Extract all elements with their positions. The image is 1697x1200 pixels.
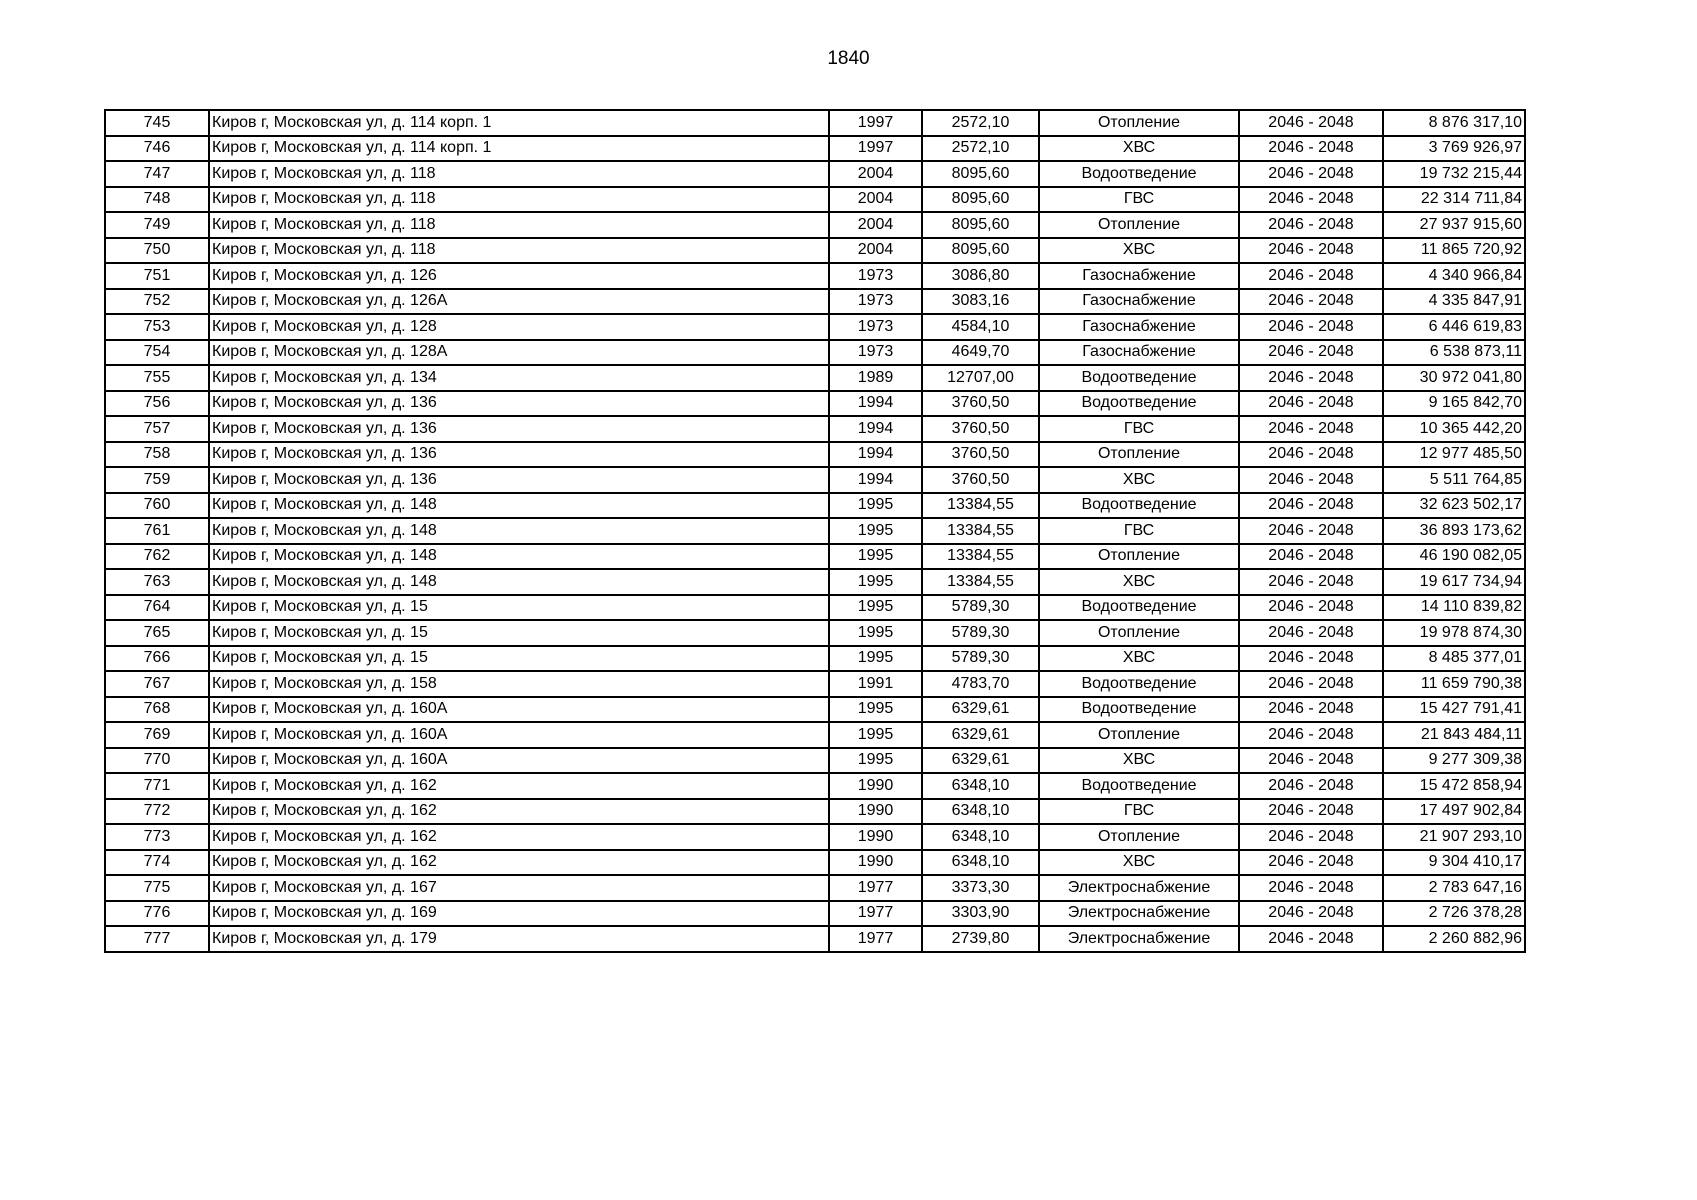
address-cell: Киров г, Московская ул, д. 128 — [209, 314, 829, 340]
row-number-cell: 749 — [105, 212, 209, 238]
area-cell: 6329,61 — [922, 722, 1039, 748]
year-built-cell: 1995 — [829, 722, 922, 748]
table-row — [105, 416, 1525, 442]
cost-cell: 9 277 309,38 — [1383, 748, 1525, 774]
cost-cell: 2 260 882,96 — [1383, 926, 1525, 952]
service-type-cell: Отопление — [1039, 620, 1239, 646]
cost-cell: 22 314 711,84 — [1383, 187, 1525, 213]
row-number-cell: 751 — [105, 263, 209, 289]
table-row — [105, 442, 1525, 468]
row-number-cell: 777 — [105, 926, 209, 952]
cost-cell: 27 937 915,60 — [1383, 212, 1525, 238]
table-row — [105, 646, 1525, 672]
row-number-cell: 759 — [105, 467, 209, 493]
area-cell: 5789,30 — [922, 620, 1039, 646]
area-cell: 4783,70 — [922, 671, 1039, 697]
row-number-cell: 764 — [105, 595, 209, 621]
row-number-cell: 752 — [105, 289, 209, 315]
address-cell: Киров г, Московская ул, д. 162 — [209, 824, 829, 850]
year-built-cell: 1977 — [829, 901, 922, 927]
row-number-cell: 763 — [105, 569, 209, 595]
address-cell: Киров г, Московская ул, д. 126 — [209, 263, 829, 289]
service-type-cell: ГВС — [1039, 416, 1239, 442]
table-row — [105, 263, 1525, 289]
row-number-cell: 766 — [105, 646, 209, 672]
period-cell: 2046 - 2048 — [1239, 238, 1383, 264]
cost-cell: 9 165 842,70 — [1383, 391, 1525, 417]
address-cell: Киров г, Московская ул, д. 15 — [209, 595, 829, 621]
service-type-cell: Газоснабжение — [1039, 314, 1239, 340]
address-cell: Киров г, Московская ул, д. 158 — [209, 671, 829, 697]
page-number: 1840 — [827, 48, 870, 69]
row-number-cell: 776 — [105, 901, 209, 927]
area-cell: 6329,61 — [922, 748, 1039, 774]
year-built-cell: 1994 — [829, 442, 922, 468]
area-cell: 3373,30 — [922, 875, 1039, 901]
year-built-cell: 1995 — [829, 748, 922, 774]
cost-cell: 21 843 484,11 — [1383, 722, 1525, 748]
period-cell: 2046 - 2048 — [1239, 161, 1383, 187]
row-number-cell: 758 — [105, 442, 209, 468]
address-cell: Киров г, Московская ул, д. 134 — [209, 365, 829, 391]
period-cell: 2046 - 2048 — [1239, 595, 1383, 621]
row-number-cell: 769 — [105, 722, 209, 748]
table-row — [105, 518, 1525, 544]
service-type-cell: Газоснабжение — [1039, 340, 1239, 366]
table-row — [105, 467, 1525, 493]
table-row — [105, 365, 1525, 391]
table-row — [105, 799, 1525, 825]
area-cell: 6348,10 — [922, 773, 1039, 799]
period-cell: 2046 - 2048 — [1239, 875, 1383, 901]
area-cell: 13384,55 — [922, 569, 1039, 595]
year-built-cell: 1990 — [829, 850, 922, 876]
period-cell: 2046 - 2048 — [1239, 442, 1383, 468]
table-row — [105, 110, 1525, 136]
area-cell: 2572,10 — [922, 110, 1039, 136]
year-built-cell: 2004 — [829, 161, 922, 187]
period-cell: 2046 - 2048 — [1239, 340, 1383, 366]
address-cell: Киров г, Московская ул, д. 118 — [209, 238, 829, 264]
service-type-cell: ХВС — [1039, 646, 1239, 672]
service-type-cell: Электроснабжение — [1039, 901, 1239, 927]
area-cell: 4649,70 — [922, 340, 1039, 366]
address-cell: Киров г, Московская ул, д. 160А — [209, 748, 829, 774]
year-built-cell: 1973 — [829, 340, 922, 366]
service-type-cell: Отопление — [1039, 722, 1239, 748]
address-cell: Киров г, Московская ул, д. 114 корп. 1 — [209, 136, 829, 162]
address-cell: Киров г, Московская ул, д. 126А — [209, 289, 829, 315]
period-cell: 2046 - 2048 — [1239, 569, 1383, 595]
service-type-cell: ХВС — [1039, 136, 1239, 162]
area-cell: 8095,60 — [922, 212, 1039, 238]
period-cell: 2046 - 2048 — [1239, 799, 1383, 825]
address-cell: Киров г, Московская ул, д. 162 — [209, 799, 829, 825]
address-cell: Киров г, Московская ул, д. 118 — [209, 212, 829, 238]
address-cell: Киров г, Московская ул, д. 136 — [209, 467, 829, 493]
table-row — [105, 926, 1525, 952]
table-row — [105, 544, 1525, 570]
cost-cell: 2 783 647,16 — [1383, 875, 1525, 901]
table-row — [105, 569, 1525, 595]
year-built-cell: 1991 — [829, 671, 922, 697]
year-built-cell: 1995 — [829, 646, 922, 672]
table-row — [105, 722, 1525, 748]
service-type-cell: ХВС — [1039, 748, 1239, 774]
service-type-cell: Газоснабжение — [1039, 289, 1239, 315]
address-cell: Киров г, Московская ул, д. 179 — [209, 926, 829, 952]
cost-cell: 17 497 902,84 — [1383, 799, 1525, 825]
year-built-cell: 2004 — [829, 238, 922, 264]
table-row — [105, 875, 1525, 901]
period-cell: 2046 - 2048 — [1239, 187, 1383, 213]
area-cell: 6348,10 — [922, 850, 1039, 876]
area-cell: 13384,55 — [922, 493, 1039, 519]
row-number-cell: 754 — [105, 340, 209, 366]
row-number-cell: 755 — [105, 365, 209, 391]
table-row — [105, 340, 1525, 366]
area-cell: 6348,10 — [922, 824, 1039, 850]
period-cell: 2046 - 2048 — [1239, 697, 1383, 723]
period-cell: 2046 - 2048 — [1239, 646, 1383, 672]
area-cell: 5789,30 — [922, 595, 1039, 621]
address-cell: Киров г, Московская ул, д. 15 — [209, 646, 829, 672]
cost-cell: 10 365 442,20 — [1383, 416, 1525, 442]
year-built-cell: 1997 — [829, 136, 922, 162]
table-row — [105, 850, 1525, 876]
service-type-cell: Водоотведение — [1039, 493, 1239, 519]
area-cell: 3083,16 — [922, 289, 1039, 315]
area-cell: 12707,00 — [922, 365, 1039, 391]
year-built-cell: 1994 — [829, 416, 922, 442]
service-type-cell: Водоотведение — [1039, 391, 1239, 417]
area-cell: 6348,10 — [922, 799, 1039, 825]
repair-schedule-table — [104, 109, 1526, 953]
year-built-cell: 1973 — [829, 263, 922, 289]
row-number-cell: 760 — [105, 493, 209, 519]
period-cell: 2046 - 2048 — [1239, 136, 1383, 162]
year-built-cell: 1995 — [829, 697, 922, 723]
table-row — [105, 212, 1525, 238]
address-cell: Киров г, Московская ул, д. 118 — [209, 161, 829, 187]
address-cell: Киров г, Московская ул, д. 118 — [209, 187, 829, 213]
year-built-cell: 1973 — [829, 314, 922, 340]
service-type-cell: Водоотведение — [1039, 161, 1239, 187]
service-type-cell: Отопление — [1039, 544, 1239, 570]
service-type-cell: ГВС — [1039, 187, 1239, 213]
year-built-cell: 1977 — [829, 875, 922, 901]
year-built-cell: 1995 — [829, 544, 922, 570]
address-cell: Киров г, Московская ул, д. 148 — [209, 569, 829, 595]
cost-cell: 19 732 215,44 — [1383, 161, 1525, 187]
table-row — [105, 671, 1525, 697]
area-cell: 3086,80 — [922, 263, 1039, 289]
period-cell: 2046 - 2048 — [1239, 722, 1383, 748]
year-built-cell: 1995 — [829, 620, 922, 646]
service-type-cell: ХВС — [1039, 850, 1239, 876]
row-number-cell: 768 — [105, 697, 209, 723]
year-built-cell: 1995 — [829, 493, 922, 519]
service-type-cell: Газоснабжение — [1039, 263, 1239, 289]
cost-cell: 4 340 966,84 — [1383, 263, 1525, 289]
period-cell: 2046 - 2048 — [1239, 824, 1383, 850]
table-row — [105, 136, 1525, 162]
cost-cell: 11 865 720,92 — [1383, 238, 1525, 264]
cost-cell: 9 304 410,17 — [1383, 850, 1525, 876]
period-cell: 2046 - 2048 — [1239, 518, 1383, 544]
cost-cell: 15 472 858,94 — [1383, 773, 1525, 799]
service-type-cell: Отопление — [1039, 212, 1239, 238]
cost-cell: 6 538 873,11 — [1383, 340, 1525, 366]
row-number-cell: 771 — [105, 773, 209, 799]
cost-cell: 3 769 926,97 — [1383, 136, 1525, 162]
period-cell: 2046 - 2048 — [1239, 467, 1383, 493]
address-cell: Киров г, Московская ул, д. 169 — [209, 901, 829, 927]
year-built-cell: 1994 — [829, 467, 922, 493]
year-built-cell: 1990 — [829, 799, 922, 825]
period-cell: 2046 - 2048 — [1239, 544, 1383, 570]
row-number-cell: 774 — [105, 850, 209, 876]
service-type-cell: ХВС — [1039, 238, 1239, 264]
period-cell: 2046 - 2048 — [1239, 620, 1383, 646]
table-row — [105, 493, 1525, 519]
table-row — [105, 289, 1525, 315]
cost-cell: 2 726 378,28 — [1383, 901, 1525, 927]
table-row — [105, 620, 1525, 646]
row-number-cell: 775 — [105, 875, 209, 901]
area-cell: 3760,50 — [922, 416, 1039, 442]
table-row — [105, 314, 1525, 340]
row-number-cell: 745 — [105, 110, 209, 136]
year-built-cell: 2004 — [829, 212, 922, 238]
address-cell: Киров г, Московская ул, д. 162 — [209, 850, 829, 876]
service-type-cell: Электроснабжение — [1039, 926, 1239, 952]
service-type-cell: Водоотведение — [1039, 773, 1239, 799]
cost-cell: 19 978 874,30 — [1383, 620, 1525, 646]
cost-cell: 36 893 173,62 — [1383, 518, 1525, 544]
period-cell: 2046 - 2048 — [1239, 314, 1383, 340]
address-cell: Киров г, Московская ул, д. 136 — [209, 442, 829, 468]
period-cell: 2046 - 2048 — [1239, 416, 1383, 442]
service-type-cell: ГВС — [1039, 799, 1239, 825]
cost-cell: 4 335 847,91 — [1383, 289, 1525, 315]
year-built-cell: 1995 — [829, 595, 922, 621]
row-number-cell: 767 — [105, 671, 209, 697]
cost-cell: 14 110 839,82 — [1383, 595, 1525, 621]
service-type-cell: ХВС — [1039, 467, 1239, 493]
address-cell: Киров г, Московская ул, д. 128А — [209, 340, 829, 366]
address-cell: Киров г, Московская ул, д. 162 — [209, 773, 829, 799]
area-cell: 4584,10 — [922, 314, 1039, 340]
area-cell: 8095,60 — [922, 161, 1039, 187]
year-built-cell: 2004 — [829, 187, 922, 213]
address-cell: Киров г, Московская ул, д. 15 — [209, 620, 829, 646]
table-body — [105, 110, 1525, 952]
area-cell: 2739,80 — [922, 926, 1039, 952]
period-cell: 2046 - 2048 — [1239, 926, 1383, 952]
row-number-cell: 773 — [105, 824, 209, 850]
address-cell: Киров г, Московская ул, д. 148 — [209, 518, 829, 544]
service-type-cell: Водоотведение — [1039, 595, 1239, 621]
row-number-cell: 757 — [105, 416, 209, 442]
area-cell: 3760,50 — [922, 391, 1039, 417]
cost-cell: 11 659 790,38 — [1383, 671, 1525, 697]
year-built-cell: 1994 — [829, 391, 922, 417]
cost-cell: 30 972 041,80 — [1383, 365, 1525, 391]
year-built-cell: 1989 — [829, 365, 922, 391]
period-cell: 2046 - 2048 — [1239, 110, 1383, 136]
service-type-cell: Водоотведение — [1039, 697, 1239, 723]
row-number-cell: 756 — [105, 391, 209, 417]
area-cell: 8095,60 — [922, 238, 1039, 264]
address-cell: Киров г, Московская ул, д. 148 — [209, 544, 829, 570]
table-row — [105, 697, 1525, 723]
table-row — [105, 187, 1525, 213]
row-number-cell: 747 — [105, 161, 209, 187]
table-row — [105, 161, 1525, 187]
year-built-cell: 1973 — [829, 289, 922, 315]
row-number-cell: 770 — [105, 748, 209, 774]
cost-cell: 15 427 791,41 — [1383, 697, 1525, 723]
cost-cell: 8 485 377,01 — [1383, 646, 1525, 672]
service-type-cell: Отопление — [1039, 824, 1239, 850]
service-type-cell: Водоотведение — [1039, 671, 1239, 697]
address-cell: Киров г, Московская ул, д. 114 корп. 1 — [209, 110, 829, 136]
period-cell: 2046 - 2048 — [1239, 773, 1383, 799]
service-type-cell: Отопление — [1039, 110, 1239, 136]
table-row — [105, 238, 1525, 264]
area-cell: 5789,30 — [922, 646, 1039, 672]
period-cell: 2046 - 2048 — [1239, 493, 1383, 519]
period-cell: 2046 - 2048 — [1239, 671, 1383, 697]
table-row — [105, 391, 1525, 417]
service-type-cell: Электроснабжение — [1039, 875, 1239, 901]
address-cell: Киров г, Московская ул, д. 148 — [209, 493, 829, 519]
area-cell: 3303,90 — [922, 901, 1039, 927]
row-number-cell: 748 — [105, 187, 209, 213]
row-number-cell: 765 — [105, 620, 209, 646]
period-cell: 2046 - 2048 — [1239, 212, 1383, 238]
period-cell: 2046 - 2048 — [1239, 901, 1383, 927]
cost-cell: 46 190 082,05 — [1383, 544, 1525, 570]
year-built-cell: 1990 — [829, 773, 922, 799]
address-cell: Киров г, Московская ул, д. 160А — [209, 722, 829, 748]
row-number-cell: 750 — [105, 238, 209, 264]
area-cell: 2572,10 — [922, 136, 1039, 162]
row-number-cell: 753 — [105, 314, 209, 340]
cost-cell: 21 907 293,10 — [1383, 824, 1525, 850]
cost-cell: 6 446 619,83 — [1383, 314, 1525, 340]
area-cell: 3760,50 — [922, 442, 1039, 468]
period-cell: 2046 - 2048 — [1239, 391, 1383, 417]
table-row — [105, 824, 1525, 850]
period-cell: 2046 - 2048 — [1239, 365, 1383, 391]
table-row — [105, 748, 1525, 774]
row-number-cell: 761 — [105, 518, 209, 544]
service-type-cell: ХВС — [1039, 569, 1239, 595]
address-cell: Киров г, Московская ул, д. 136 — [209, 416, 829, 442]
row-number-cell: 772 — [105, 799, 209, 825]
cost-cell: 19 617 734,94 — [1383, 569, 1525, 595]
area-cell: 6329,61 — [922, 697, 1039, 723]
area-cell: 13384,55 — [922, 518, 1039, 544]
row-number-cell: 762 — [105, 544, 209, 570]
year-built-cell: 1977 — [829, 926, 922, 952]
year-built-cell: 1990 — [829, 824, 922, 850]
address-cell: Киров г, Московская ул, д. 160А — [209, 697, 829, 723]
cost-cell: 8 876 317,10 — [1383, 110, 1525, 136]
area-cell: 13384,55 — [922, 544, 1039, 570]
table-row — [105, 773, 1525, 799]
period-cell: 2046 - 2048 — [1239, 263, 1383, 289]
year-built-cell: 1995 — [829, 518, 922, 544]
year-built-cell: 1997 — [829, 110, 922, 136]
address-cell: Киров г, Московская ул, д. 136 — [209, 391, 829, 417]
service-type-cell: ГВС — [1039, 518, 1239, 544]
period-cell: 2046 - 2048 — [1239, 289, 1383, 315]
period-cell: 2046 - 2048 — [1239, 850, 1383, 876]
period-cell: 2046 - 2048 — [1239, 748, 1383, 774]
cost-cell: 5 511 764,85 — [1383, 467, 1525, 493]
table-row — [105, 901, 1525, 927]
cost-cell: 12 977 485,50 — [1383, 442, 1525, 468]
address-cell: Киров г, Московская ул, д. 167 — [209, 875, 829, 901]
year-built-cell: 1995 — [829, 569, 922, 595]
area-cell: 8095,60 — [922, 187, 1039, 213]
row-number-cell: 746 — [105, 136, 209, 162]
table-row — [105, 595, 1525, 621]
cost-cell: 32 623 502,17 — [1383, 493, 1525, 519]
service-type-cell: Водоотведение — [1039, 365, 1239, 391]
area-cell: 3760,50 — [922, 467, 1039, 493]
service-type-cell: Отопление — [1039, 442, 1239, 468]
